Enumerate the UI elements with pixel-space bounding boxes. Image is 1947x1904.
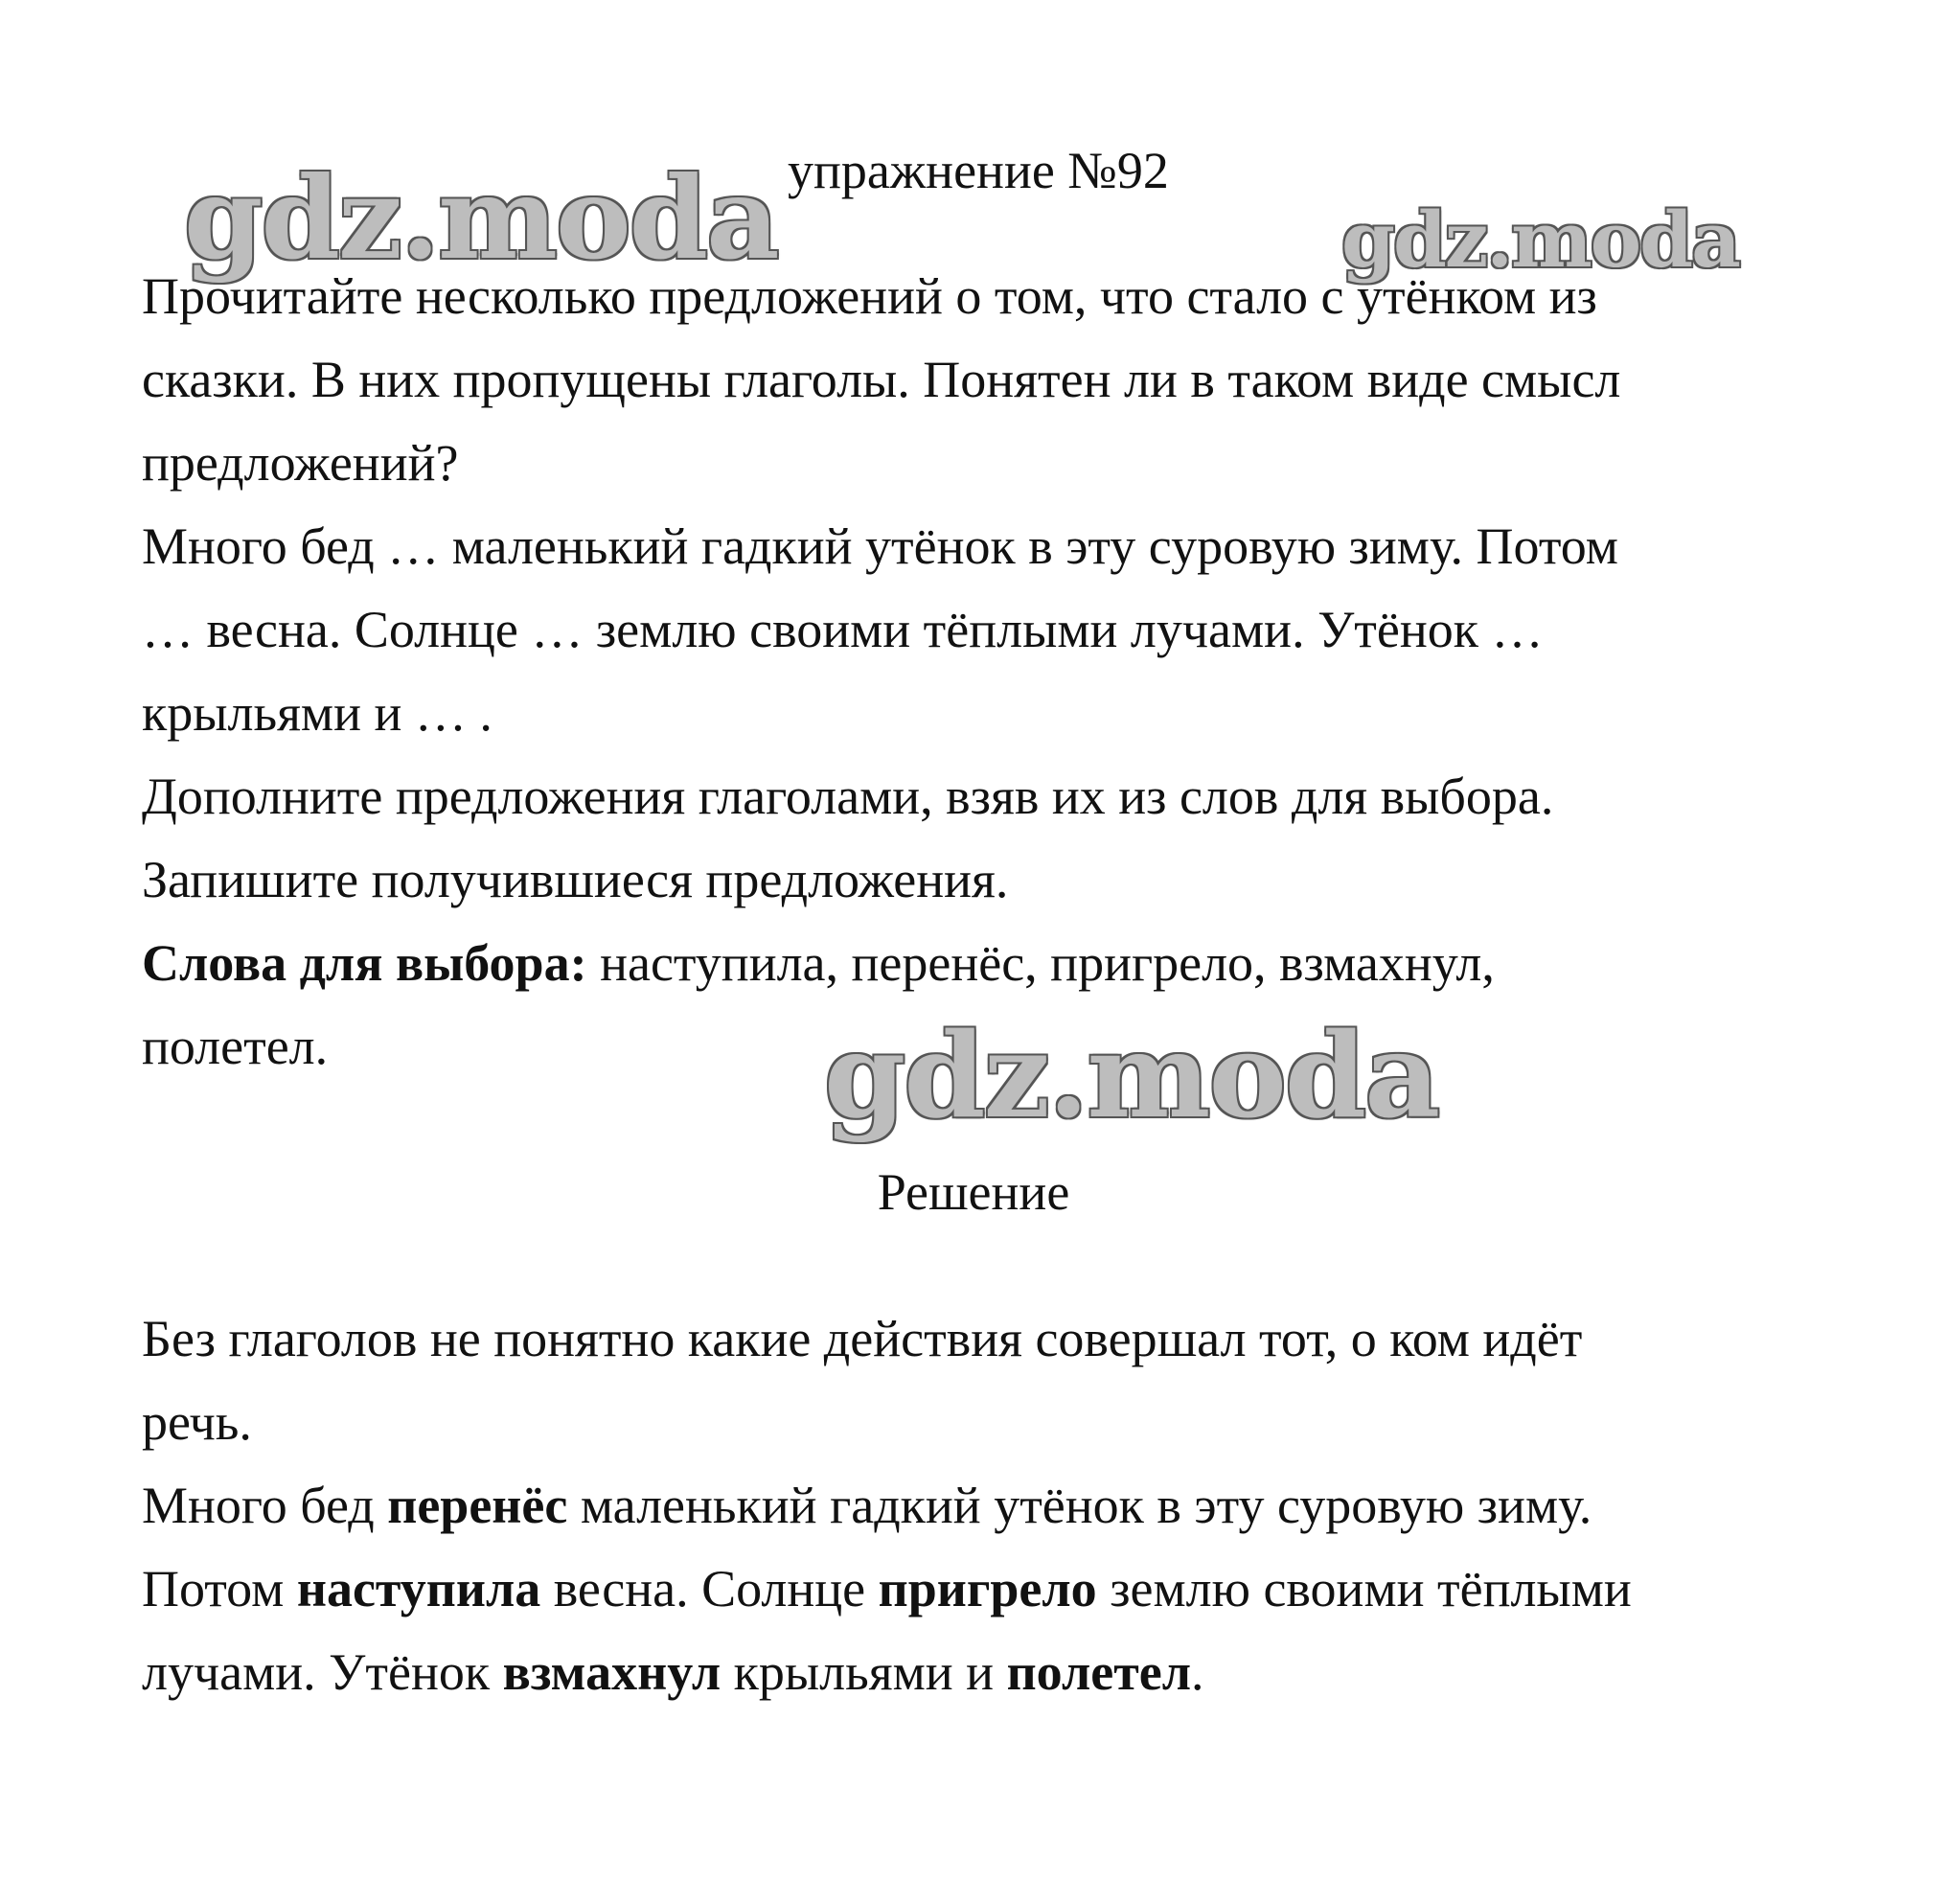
answer-text: Потом [142, 1560, 297, 1617]
answer-verb: наступила [296, 1560, 541, 1617]
solution-heading: Решение [877, 1163, 1070, 1221]
watermark: gdz.moda [184, 151, 778, 285]
answer-text: Много бед [142, 1477, 388, 1534]
answer-text: весна. Солнце [540, 1560, 879, 1617]
task-intro-line: сказки. В них пропущены глаголы. Понятен ли в таком виде смысл [142, 351, 1621, 408]
task-block [142, 255, 1828, 1089]
solution-block [142, 1297, 1828, 1714]
word-bank-continued: полетел. [142, 1018, 329, 1075]
answer-verb: пригрело [878, 1560, 1097, 1617]
answer-line [142, 1548, 1828, 1631]
task-text-line: Много бед … маленький гадкий утёнок в эту суровую зиму. Потом [142, 517, 1618, 575]
answer-text: землю своими тёплыми [1096, 1560, 1632, 1617]
word-bank-label: Слова для выбора: [142, 934, 587, 992]
solution-explanation-line: речь. [142, 1393, 252, 1451]
answer-verb: перенёс [387, 1477, 568, 1534]
word-bank [142, 922, 1828, 1005]
task-instruction-line: Запишите получившиеся предложения. [142, 851, 1009, 908]
word-bank-words: наступила, перенёс, пригрело, взмахнул, [586, 934, 1495, 992]
task-intro-line: Прочитайте несколько предложений о том, что стало с утёнком из [142, 267, 1597, 325]
answer-text: крыльями и [721, 1643, 1007, 1701]
answer-verb: полетел [1006, 1643, 1192, 1701]
answer-line [142, 1631, 1828, 1714]
solution-explanation-line: Без глаголов не понятно какие действия совершал тот, о ком идёт [142, 1310, 1583, 1367]
task-text-line: крыльями и … . [142, 684, 492, 742]
answer-text: . [1191, 1643, 1204, 1701]
answer-text: лучами. Утёнок [142, 1643, 503, 1701]
task-instruction-line: Дополните предложения глаголами, взяв их из слов для выбора. [142, 768, 1554, 825]
answer-verb: взмахнул [502, 1643, 722, 1701]
answer-text: маленький гадкий утёнок в эту суровую зиму. [567, 1477, 1592, 1534]
page-title: упражнение №92 [788, 142, 1169, 199]
answer-line [142, 1464, 1828, 1548]
task-intro-line: предложений? [142, 434, 459, 492]
watermark: gdz.moda [1341, 195, 1739, 285]
watermark: gdz.moda [824, 1006, 1439, 1144]
task-text-line: … весна. Солнце … землю своими тёплыми лучами. Утёнок … [142, 601, 1544, 658]
